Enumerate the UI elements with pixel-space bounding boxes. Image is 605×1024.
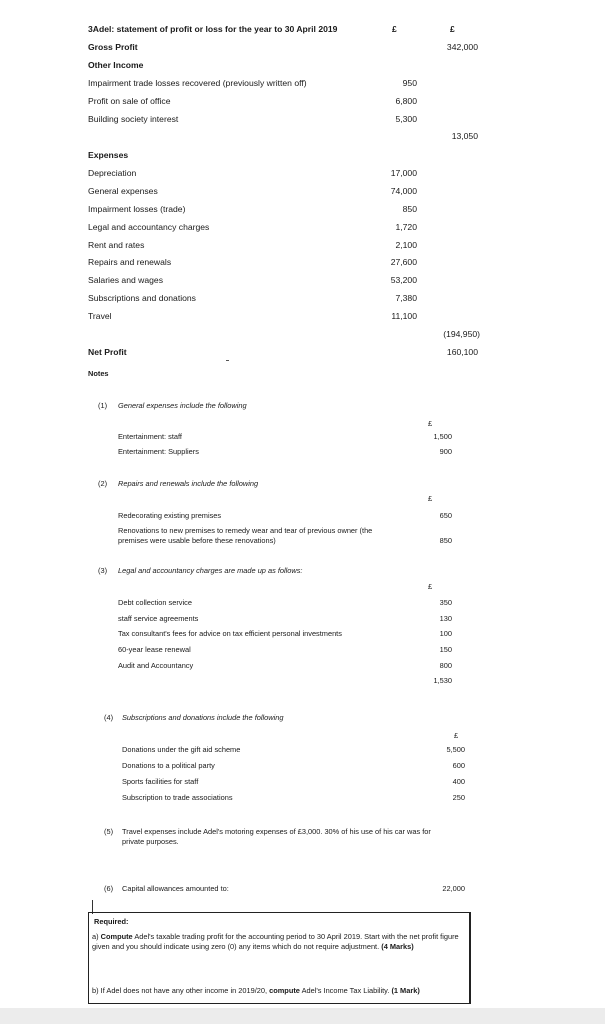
other-income-value: 950 (402, 78, 417, 88)
note-currency: £ (454, 731, 459, 740)
expense-label: Legal and accountancy charges (88, 222, 210, 232)
note-item-value: 150 (439, 645, 452, 654)
part-a-text: Adel's taxable trading profit for the accounting period to 30 April 2019. Start with the net profit figure given and you should indicate using zero (0) any items which do not require adjustment. (92, 932, 459, 951)
note-number: (1) (98, 401, 108, 410)
note-item-label: Sports facilities for staff (122, 777, 199, 786)
page-edge-shadow (0, 1008, 605, 1024)
net-profit-label: Net Profit (88, 347, 127, 357)
note-item-value: 22,000 (442, 884, 465, 893)
note-item-value: 650 (439, 511, 452, 520)
note-number: (5) (104, 827, 114, 836)
note-item-label: Tax consultant's fees for advice on tax efficient personal investments (118, 629, 342, 638)
note-item-value: 250 (452, 793, 465, 802)
note-currency: £ (428, 494, 433, 503)
note-total: 1,530 (433, 676, 452, 685)
note-text: Legal and accountancy charges are made up as follows: (118, 566, 303, 575)
expense-label: Impairment losses (trade) (88, 204, 186, 214)
expenses-total: (194,950) (443, 329, 480, 339)
note-item-value: 1,500 (433, 432, 452, 441)
note-item-label: Redecorating existing premises (118, 511, 222, 520)
required-part-a (92, 932, 462, 952)
expense-label: Travel (88, 311, 112, 321)
expense-value: 7,380 (395, 293, 417, 303)
note-text: Capital allowances amounted to: (122, 884, 229, 893)
note-item-value: 800 (439, 661, 452, 670)
note-item-label: Renovations to new premises to remedy wear and tear of previous owner (the premises were usable before these renovations) (118, 526, 373, 545)
expense-value: 850 (402, 204, 417, 214)
part-b-prefix: b) (92, 986, 99, 995)
other-income-value: 5,300 (395, 114, 417, 124)
column-currency-1: £ (392, 24, 397, 34)
expense-value: 1,720 (395, 222, 417, 232)
gross-profit-value: 342,000 (446, 42, 478, 52)
part-a-prefix: a) (92, 932, 99, 941)
note-item-label: staff service agreements (118, 614, 199, 623)
note-item-value: 400 (452, 777, 465, 786)
expense-label: Repairs and renewals (88, 257, 172, 267)
note-number: (6) (104, 884, 114, 893)
note-item-value: 600 (452, 761, 465, 770)
note-currency: £ (428, 582, 433, 591)
expense-label: General expenses (88, 186, 158, 196)
note-item-value: 100 (439, 629, 452, 638)
expense-value: 53,200 (390, 275, 417, 285)
part-b-text-1: If Adel does not have any other income in 2019/20, (100, 986, 268, 995)
expense-label: Salaries and wages (88, 275, 164, 285)
note-number: (4) (104, 713, 114, 722)
note-text: Repairs and renewals include the following (118, 479, 259, 488)
note-item-label: Donations under the gift aid scheme (122, 745, 241, 754)
required-part-b (92, 986, 462, 996)
other-income-value: 6,800 (395, 96, 417, 106)
part-a-compute: Compute (100, 932, 133, 941)
part-b-text-2: Adel's Income Tax Liability. (301, 986, 390, 995)
required-heading: Required: (94, 917, 129, 926)
part-b-marks: (1 Mark) (391, 986, 420, 995)
other-income-label: Impairment trade losses recovered (previously written off) (88, 78, 307, 88)
note-number: (3) (98, 566, 108, 575)
note-currency: £ (428, 419, 433, 428)
note-text: Subscriptions and donations include the following (122, 713, 284, 722)
gross-profit-label: Gross Profit (88, 42, 138, 52)
other-income-label: Building society interest (88, 114, 179, 124)
expense-value: 17,000 (390, 168, 417, 178)
part-a-marks: (4 Marks) (381, 942, 414, 951)
note-item-value: 850 (439, 536, 452, 545)
note-item-label: Entertainment: staff (118, 432, 182, 441)
notes-heading: Notes (88, 369, 109, 378)
note-item-label: Subscription to trade associations (122, 793, 233, 802)
other-income-label: Profit on sale of office (88, 96, 171, 106)
note-number: (2) (98, 479, 108, 488)
stray-mark (226, 360, 229, 361)
note-item-value: 130 (439, 614, 452, 623)
note-item-label: 60-year lease renewal (118, 645, 191, 654)
other-income-heading: Other Income (88, 60, 144, 70)
expense-label: Depreciation (88, 168, 137, 178)
part-b-compute: compute (269, 986, 300, 995)
column-currency-2: £ (450, 24, 455, 34)
note-item-label: Donations to a political party (122, 761, 215, 770)
statement-title: 3Adel: statement of profit or loss for the year to 30 April 2019 (88, 24, 338, 34)
expense-value: 27,600 (390, 257, 417, 267)
expense-value: 11,100 (391, 311, 417, 321)
other-income-total: 13,050 (451, 131, 478, 141)
note-item-value: 350 (439, 598, 452, 607)
note-text: Travel expenses include Adel's motoring expenses of £3,000. 30% of his use of his car was for private purposes. (122, 827, 431, 846)
expense-label: Subscriptions and donations (88, 293, 196, 303)
note-item-label: Debt collection service (118, 598, 192, 607)
note-text: General expenses include the following (118, 401, 247, 410)
note-item-value: 5,500 (446, 745, 465, 754)
note-item-value: 900 (439, 447, 452, 456)
note-item-label: Entertainment: Suppliers (118, 447, 199, 456)
expense-label: Rent and rates (88, 240, 145, 250)
expense-value: 2,100 (395, 240, 417, 250)
net-profit-value: 160,100 (446, 347, 478, 357)
note-item-label: Audit and Accountancy (118, 661, 194, 670)
expenses-heading: Expenses (88, 150, 129, 160)
expense-value: 74,000 (390, 186, 417, 196)
